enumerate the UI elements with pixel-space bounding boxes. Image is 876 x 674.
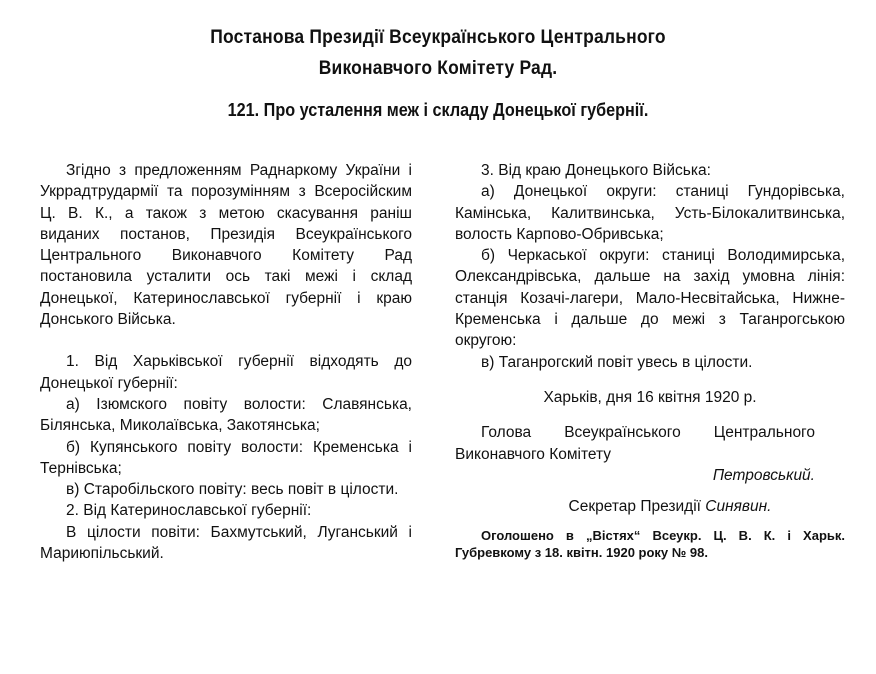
- spacer: [40, 330, 412, 351]
- secretary-line: [455, 496, 845, 517]
- publication-note: Оголошено в „Вістях“ Всеукр. Ц. В. К. і Харьк. Губревкому з 18. квітн. 1920 року № 98.: [455, 528, 845, 561]
- chair-title: Голова Всеукраїнського Центрального Виконавчого Комітету: [455, 424, 815, 463]
- secretary-title: Секретар Президії: [568, 498, 701, 516]
- secretary-name: Синявин.: [705, 498, 772, 516]
- left-column: [40, 160, 412, 564]
- right-column: [455, 160, 845, 574]
- title-line-1: Постанова Президії Всеукраїнського Центрального: [210, 27, 666, 48]
- spacer: [455, 408, 845, 422]
- item-3-c: в) Таганрогский повіт увесь в цілости.: [481, 353, 753, 371]
- decree-subtitle: 121. Про усталення меж і складу Донецької губернії.: [227, 100, 649, 120]
- item-1-heading: 1. Від Харьківської губернії відходять до Донецької губернії:: [40, 353, 412, 392]
- chair-name: Петровський.: [712, 466, 815, 484]
- item-3-a: а) Донецької округи: станиці Гундорівська, Камінська, Калитвинська, Усть-Білокалитвинська, волость Карпово-Обривська;: [455, 183, 845, 243]
- item-1-c: в) Старобільского повіту: весь повіт в цілости.: [66, 481, 399, 499]
- item-1-a: а) Ізюмского повіту волости: Славянська, Білянська, Миколаївська, Закотянська;: [40, 395, 412, 435]
- title-line-2: Виконавчого Комітету Рад.: [318, 58, 558, 79]
- place-date: Харьків, дня 16 квітня 1920 р.: [543, 388, 757, 406]
- item-2-body: В цілости повіти: Бахмутський, Луганський і Мариюпільський.: [40, 523, 412, 563]
- spacer: [455, 486, 845, 496]
- document-header: [0, 22, 876, 84]
- item-1-b: б) Купянського повіту волости: Кременська і Тернівська;: [40, 438, 412, 477]
- item-2-heading: 2. Від Катеринославської губернії:: [66, 502, 312, 520]
- item-3-b: б) Черкаської округи: станиці Володимирська, Олександрівська, дальше на захід умовна лінія: станція Козачі-лагери, Мало-Несвітайська, Нижне-Кременська і дальше до межі з Таганрогською округою:: [455, 247, 845, 350]
- spacer: [455, 373, 845, 387]
- item-3-heading: 3. Від краю Донецького Війська:: [481, 162, 711, 179]
- intro-paragraph: Згідно з предложенням Раднаркому України і Укррадтрудармії та порозумінням з Всеросійским Ц. В. К., а також з метою скасування раніш виданих постанов, Президія Всеукраїнського Центрального Виконавчого Комітету Рад постановила усталити ось такі межі і склад Донецької, Катеринославської губернії і краю Донського Війська.: [40, 162, 412, 329]
